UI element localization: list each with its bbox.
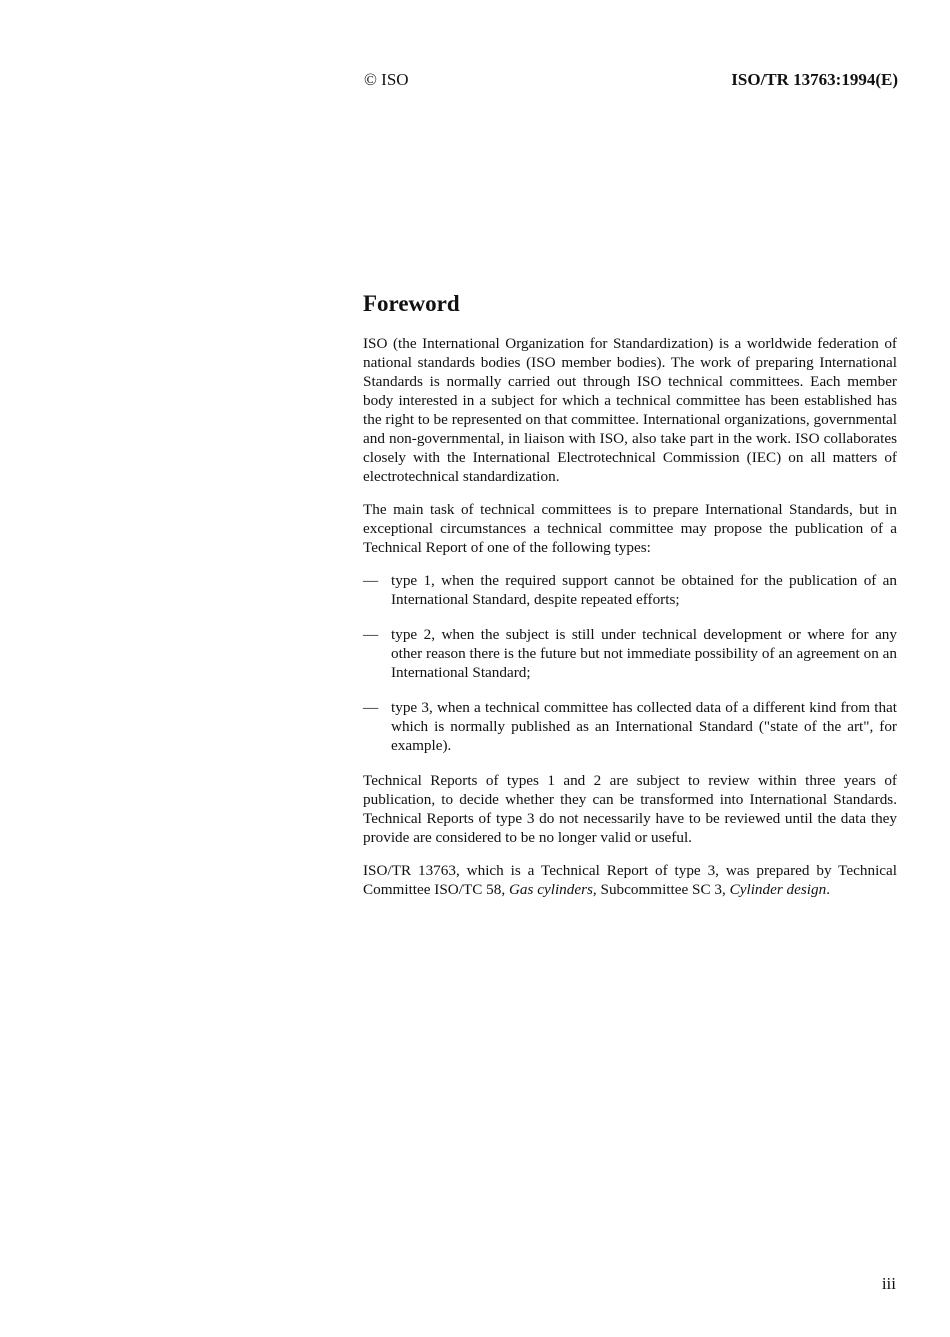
subcommittee-name: Cylinder design xyxy=(729,881,827,898)
page-number: iii xyxy=(881,1274,896,1293)
report-types-list xyxy=(363,571,897,755)
header-document-number: ISO/TR 13763:1994(E) xyxy=(731,70,898,89)
paragraph-iso-intro: ISO (the International Organization for Standardization) is a worldwide federation of national standards bodies (ISO member bodies). The work of preparing International Standards is normally carried out through ISO technical committees. Each member body interested in a subject for which a technical committee has been established has the right to be represented on that committee. International organizations, governmental and non-governmental, in liaison with ISO, also take part in the work. ISO collaborates closely with the International Electrotechnical Commission (IEC) on all matters of electrotechnical standardization. xyxy=(363,335,897,485)
list-marker: — xyxy=(363,699,379,716)
header-copyright: © ISO xyxy=(364,70,409,89)
prepared-text-1: ISO/TR 13763, which is a Technical Report of type 3, was prepared by Technical Committee ISO/TC 58, xyxy=(363,862,897,898)
paragraph-review: Technical Reports of types 1 and 2 are subject to review within three years of publication, to decide whether they can be transformed into International Standards. Technical Reports of type 3 do not necessarily have to be reviewed until the data they provide are considered to be no longer valid or useful. xyxy=(363,772,897,846)
prepared-text-2: Subcommittee SC 3, xyxy=(596,881,730,898)
prepared-text-3: . xyxy=(826,881,831,898)
list-item-type-3 xyxy=(363,698,897,755)
list-marker: — xyxy=(363,572,379,589)
paragraph-prepared-by xyxy=(363,861,897,899)
list-item-text: type 2, when the subject is still under technical development or where for any other reason there is the future but not immediate possibility of an agreement on an International Standard; xyxy=(391,626,897,681)
foreword-section xyxy=(363,290,897,913)
list-item-text: type 1, when the required support cannot be obtained for the publication of an International Standard, despite repeated efforts; xyxy=(391,572,897,608)
paragraph-main-task: The main task of technical committees is to prepare International Standards, but in exceptional circumstances a technical committee may propose the publication of a Technical Report of one of the following types: xyxy=(363,501,897,556)
list-marker: — xyxy=(363,626,379,643)
foreword-title: Foreword xyxy=(363,291,460,316)
list-item-type-2 xyxy=(363,625,897,682)
committee-name: Gas cylinders, xyxy=(508,881,597,898)
list-item-text: type 3, when a technical committee has collected data of a different kind from that which is normally published as an International Standard ("state of the art", for example). xyxy=(391,699,897,754)
list-item-type-1 xyxy=(363,571,897,609)
